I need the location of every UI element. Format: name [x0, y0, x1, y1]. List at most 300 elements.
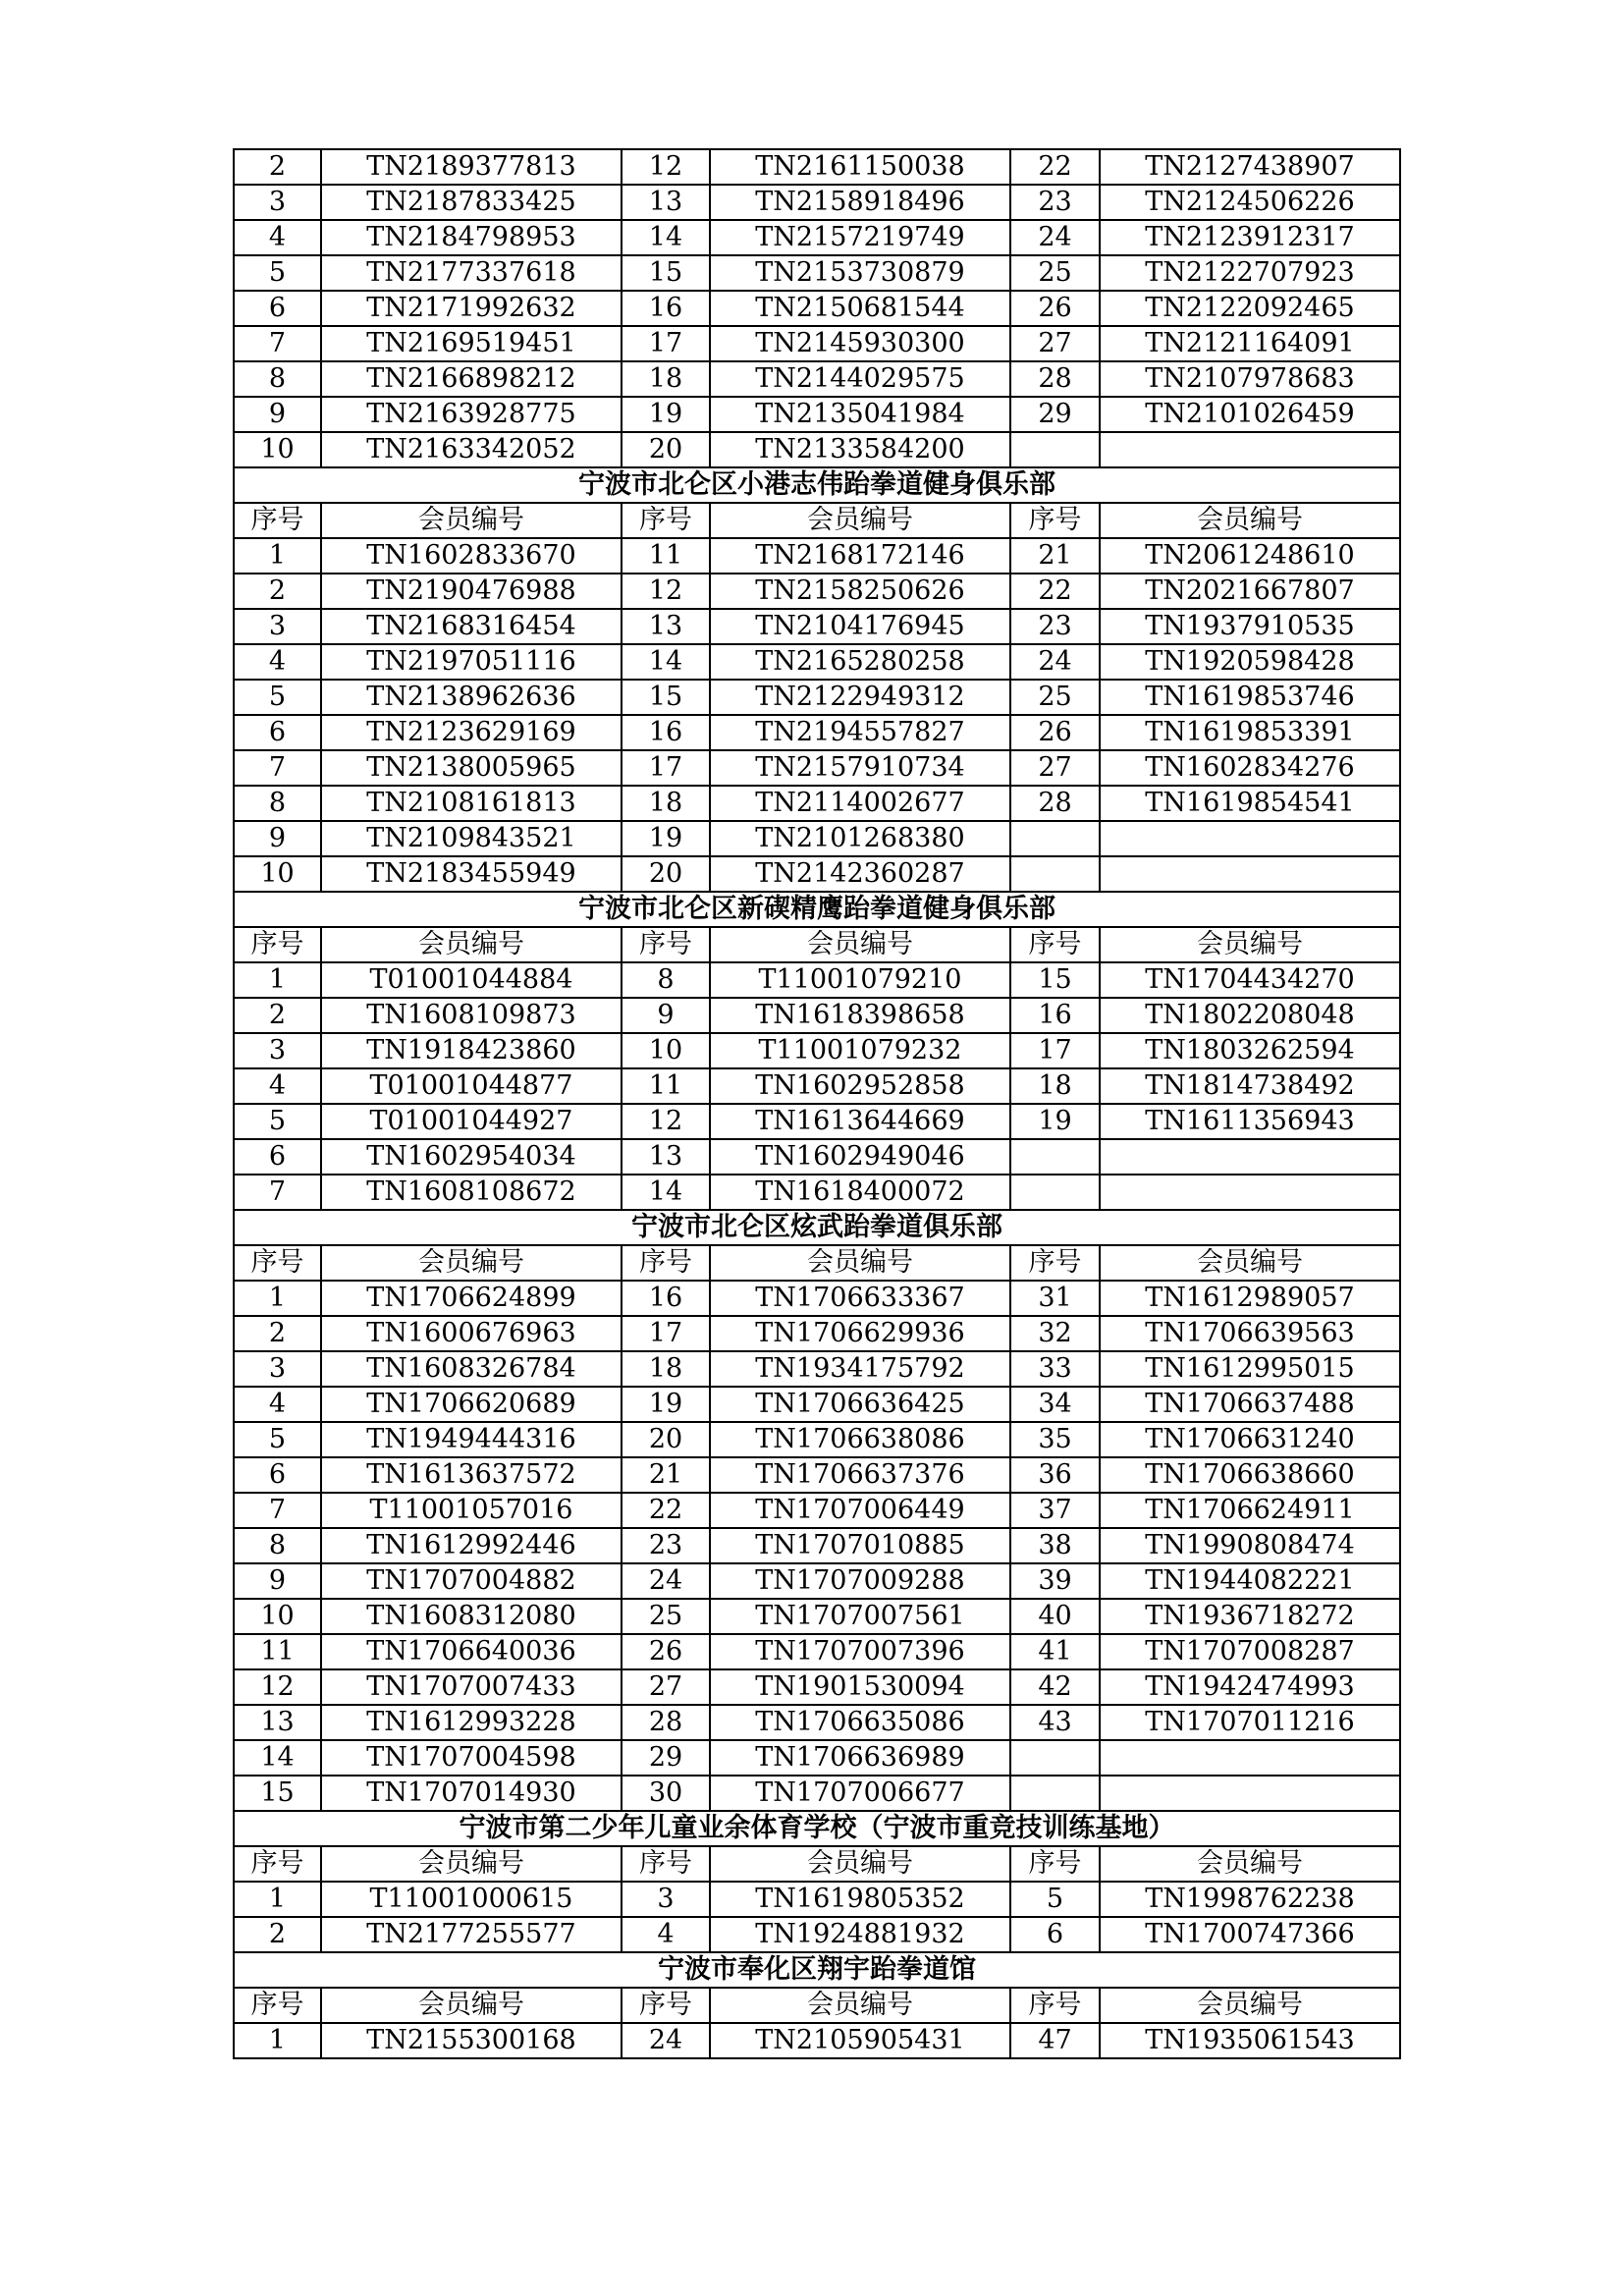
member-id-cell [1100, 1740, 1400, 1776]
header-member-id: 会员编号 [1100, 927, 1400, 962]
seq-cell: 22 [622, 1493, 710, 1528]
seq-cell [1010, 1740, 1100, 1776]
seq-cell: 5 [1010, 1882, 1100, 1917]
member-id-cell: TN2197051116 [321, 644, 622, 680]
seq-cell: 39 [1010, 1563, 1100, 1599]
member-id-cell: TN1707008287 [1100, 1634, 1400, 1669]
table-row [234, 2023, 1400, 2058]
seq-cell: 11 [622, 538, 710, 574]
member-id-cell: TN2184798953 [321, 220, 622, 255]
seq-cell: 4 [234, 1068, 321, 1104]
seq-cell: 35 [1010, 1422, 1100, 1457]
table-row [234, 644, 1400, 680]
member-id-cell: TN1618400072 [710, 1175, 1010, 1210]
member-id-cell: TN1619853746 [1100, 680, 1400, 715]
member-id-cell: TN1814738492 [1100, 1068, 1400, 1104]
member-id-cell: TN1706637488 [1100, 1387, 1400, 1422]
seq-cell: 27 [1010, 326, 1100, 361]
member-id-cell: TN1935061543 [1100, 2023, 1400, 2058]
member-id-cell: TN1612989057 [1100, 1281, 1400, 1316]
table-row [234, 1104, 1400, 1139]
seq-cell: 21 [1010, 538, 1100, 574]
header-seq: 序号 [1010, 1988, 1100, 2023]
member-id-cell: TN1706636989 [710, 1740, 1010, 1776]
member-id-cell [1100, 1175, 1400, 1210]
seq-cell: 8 [234, 786, 321, 821]
seq-cell: 3 [234, 185, 321, 220]
seq-cell: 10 [622, 1033, 710, 1068]
seq-cell: 25 [1010, 255, 1100, 291]
header-member-id: 会员编号 [710, 1245, 1010, 1281]
seq-cell: 18 [622, 361, 710, 397]
column-header-row [234, 1846, 1400, 1882]
table-row [234, 574, 1400, 609]
seq-cell: 28 [1010, 361, 1100, 397]
column-header-row [234, 927, 1400, 962]
header-member-id: 会员编号 [321, 1245, 622, 1281]
seq-cell: 28 [622, 1705, 710, 1740]
header-member-id: 会员编号 [1100, 1846, 1400, 1882]
member-id-cell: TN1942474993 [1100, 1669, 1400, 1705]
member-id-cell: TN1602952858 [710, 1068, 1010, 1104]
header-seq: 序号 [622, 1846, 710, 1882]
member-id-cell: TN2150681544 [710, 291, 1010, 326]
table-row [234, 856, 1400, 892]
member-id-cell: TN1706637376 [710, 1457, 1010, 1493]
seq-cell: 28 [1010, 786, 1100, 821]
member-id-cell: TN2194557827 [710, 715, 1010, 750]
table-row [234, 1316, 1400, 1351]
member-id-cell [1100, 821, 1400, 856]
seq-cell: 19 [1010, 1104, 1100, 1139]
seq-cell: 25 [1010, 680, 1100, 715]
club-name: 宁波市第二少年儿童业余体育学校（宁波市重竞技训练基地） [234, 1811, 1400, 1846]
seq-cell: 6 [234, 291, 321, 326]
seq-cell: 1 [234, 1882, 321, 1917]
member-id-cell: TN1706633367 [710, 1281, 1010, 1316]
seq-cell: 15 [1010, 962, 1100, 998]
table-row [234, 291, 1400, 326]
member-id-cell: TN1707006449 [710, 1493, 1010, 1528]
seq-cell: 22 [1010, 574, 1100, 609]
member-id-cell: TN1924881932 [710, 1917, 1010, 1952]
member-id-cell: TN1704434270 [1100, 962, 1400, 998]
member-id-cell: TN1619805352 [710, 1882, 1010, 1917]
member-id-cell: TN2153730879 [710, 255, 1010, 291]
member-id-cell: TN1619854541 [1100, 786, 1400, 821]
seq-cell: 29 [622, 1740, 710, 1776]
member-id-cell: TN1707014930 [321, 1776, 622, 1811]
seq-cell: 4 [234, 1387, 321, 1422]
member-id-cell: TN2163928775 [321, 397, 622, 432]
seq-cell: 9 [234, 397, 321, 432]
seq-cell: 7 [234, 750, 321, 786]
seq-cell: 26 [1010, 291, 1100, 326]
seq-cell: 14 [234, 1740, 321, 1776]
header-seq: 序号 [234, 1988, 321, 2023]
member-id-cell: TN1618398658 [710, 998, 1010, 1033]
club-name: 宁波市北仑区炫武跆拳道俱乐部 [234, 1210, 1400, 1245]
member-id-cell: TN1706638086 [710, 1422, 1010, 1457]
member-id-cell: TN2190476988 [321, 574, 622, 609]
seq-cell: 26 [622, 1634, 710, 1669]
member-id-cell: TN2101268380 [710, 821, 1010, 856]
header-seq: 序号 [1010, 1846, 1100, 1882]
member-id-cell: TN2123912317 [1100, 220, 1400, 255]
member-id-cell: TN1612992446 [321, 1528, 622, 1563]
member-id-cell: T01001044877 [321, 1068, 622, 1104]
seq-cell: 5 [234, 255, 321, 291]
member-id-cell: TN1613644669 [710, 1104, 1010, 1139]
member-id-cell: TN2061248610 [1100, 538, 1400, 574]
seq-cell: 20 [622, 1422, 710, 1457]
member-id-cell: TN1608108672 [321, 1175, 622, 1210]
member-id-cell: TN2138962636 [321, 680, 622, 715]
seq-cell: 1 [234, 1281, 321, 1316]
header-seq: 序号 [622, 927, 710, 962]
member-id-cell: TN1602833670 [321, 538, 622, 574]
member-id-cell [1100, 856, 1400, 892]
column-header-row [234, 503, 1400, 538]
seq-cell: 17 [622, 326, 710, 361]
section-title-row [234, 1811, 1400, 1846]
table-row [234, 185, 1400, 220]
seq-cell: 8 [622, 962, 710, 998]
member-id-cell: TN1700747366 [1100, 1917, 1400, 1952]
seq-cell: 13 [234, 1705, 321, 1740]
seq-cell [1010, 1175, 1100, 1210]
table-row [234, 1033, 1400, 1068]
seq-cell: 2 [234, 1316, 321, 1351]
header-seq: 序号 [234, 1245, 321, 1281]
seq-cell: 24 [622, 1563, 710, 1599]
table-row [234, 1068, 1400, 1104]
seq-cell: 2 [234, 149, 321, 185]
table-row [234, 397, 1400, 432]
member-id-cell: T11001079232 [710, 1033, 1010, 1068]
table-row [234, 750, 1400, 786]
member-id-cell: TN2142360287 [710, 856, 1010, 892]
member-id-cell: TN1706629936 [710, 1316, 1010, 1351]
seq-cell: 16 [622, 715, 710, 750]
table-row [234, 1563, 1400, 1599]
member-id-cell: TN2021667807 [1100, 574, 1400, 609]
table-row [234, 962, 1400, 998]
member-id-cell: TN1944082221 [1100, 1563, 1400, 1599]
table-row [234, 361, 1400, 397]
table-row [234, 998, 1400, 1033]
column-header-row [234, 1988, 1400, 2023]
table-row [234, 1669, 1400, 1705]
table-row [234, 1599, 1400, 1634]
member-id-cell: TN2158250626 [710, 574, 1010, 609]
member-id-cell: TN2169519451 [321, 326, 622, 361]
seq-cell: 2 [234, 574, 321, 609]
member-id-cell: TN2144029575 [710, 361, 1010, 397]
seq-cell: 22 [1010, 149, 1100, 185]
seq-cell: 1 [234, 962, 321, 998]
table-row [234, 1387, 1400, 1422]
member-id-cell: TN1706636425 [710, 1387, 1010, 1422]
seq-cell: 24 [1010, 220, 1100, 255]
seq-cell: 18 [622, 1351, 710, 1387]
member-id-cell: TN2168316454 [321, 609, 622, 644]
seq-cell: 43 [1010, 1705, 1100, 1740]
table-row [234, 1457, 1400, 1493]
member-id-cell: TN2101026459 [1100, 397, 1400, 432]
seq-cell: 14 [622, 644, 710, 680]
seq-cell: 10 [234, 1599, 321, 1634]
header-member-id: 会员编号 [710, 1988, 1010, 2023]
seq-cell: 23 [1010, 609, 1100, 644]
header-member-id: 会员编号 [1100, 503, 1400, 538]
member-id-cell: T01001044927 [321, 1104, 622, 1139]
header-member-id: 会员编号 [321, 927, 622, 962]
seq-cell: 17 [1010, 1033, 1100, 1068]
member-id-cell: TN2107978683 [1100, 361, 1400, 397]
seq-cell: 34 [1010, 1387, 1100, 1422]
header-member-id: 会员编号 [1100, 1988, 1400, 2023]
seq-cell [1010, 1139, 1100, 1175]
member-id-cell: TN1608312080 [321, 1599, 622, 1634]
member-id-cell: TN2122092465 [1100, 291, 1400, 326]
member-id-cell: TN2145930300 [710, 326, 1010, 361]
table-row [234, 255, 1400, 291]
member-id-cell: TN1990808474 [1100, 1528, 1400, 1563]
club-name: 宁波市北仑区新碶精鹰跆拳道健身俱乐部 [234, 892, 1400, 927]
seq-cell: 8 [234, 361, 321, 397]
member-id-cell: TN2114002677 [710, 786, 1010, 821]
member-id-cell: T11001057016 [321, 1493, 622, 1528]
seq-cell: 23 [1010, 185, 1100, 220]
roster-document [233, 148, 1399, 2059]
table-row [234, 1882, 1400, 1917]
seq-cell: 9 [234, 821, 321, 856]
header-seq: 序号 [1010, 503, 1100, 538]
header-member-id: 会员编号 [321, 1988, 622, 2023]
table-row [234, 1139, 1400, 1175]
seq-cell: 24 [622, 2023, 710, 2058]
table-row [234, 1634, 1400, 1669]
header-member-id: 会员编号 [1100, 1245, 1400, 1281]
member-id-cell: TN1706638660 [1100, 1457, 1400, 1493]
header-seq: 序号 [622, 503, 710, 538]
member-id-cell: TN2157219749 [710, 220, 1010, 255]
member-id-cell: TN1613637572 [321, 1457, 622, 1493]
member-id-cell: TN1600676963 [321, 1316, 622, 1351]
member-id-cell: TN2108161813 [321, 786, 622, 821]
member-id-cell: TN2171992632 [321, 291, 622, 326]
member-id-cell: TN1706620689 [321, 1387, 622, 1422]
member-id-cell: TN1611356943 [1100, 1104, 1400, 1139]
seq-cell: 20 [622, 432, 710, 467]
seq-cell: 6 [1010, 1917, 1100, 1952]
member-id-cell: TN1901530094 [710, 1669, 1010, 1705]
seq-cell: 11 [234, 1634, 321, 1669]
member-id-cell: TN1619853391 [1100, 715, 1400, 750]
member-id-cell: TN1707007396 [710, 1634, 1010, 1669]
member-id-cell: T11001079210 [710, 962, 1010, 998]
header-member-id: 会员编号 [710, 927, 1010, 962]
table-row [234, 1776, 1400, 1811]
seq-cell: 27 [622, 1669, 710, 1705]
table-row [234, 821, 1400, 856]
seq-cell: 7 [234, 326, 321, 361]
seq-cell: 15 [622, 680, 710, 715]
member-id-cell: TN1707004882 [321, 1563, 622, 1599]
seq-cell: 19 [622, 1387, 710, 1422]
seq-cell: 16 [622, 291, 710, 326]
table-row [234, 1351, 1400, 1387]
seq-cell: 3 [622, 1882, 710, 1917]
member-id-cell: TN1612995015 [1100, 1351, 1400, 1387]
seq-cell: 11 [622, 1068, 710, 1104]
member-id-cell: TN2177337618 [321, 255, 622, 291]
seq-cell: 12 [622, 1104, 710, 1139]
member-id-cell: TN1706624899 [321, 1281, 622, 1316]
seq-cell: 4 [234, 644, 321, 680]
member-id-cell: TN2122707923 [1100, 255, 1400, 291]
seq-cell: 13 [622, 185, 710, 220]
member-id-cell: TN1803262594 [1100, 1033, 1400, 1068]
header-seq: 序号 [234, 503, 321, 538]
member-id-cell: TN1706635086 [710, 1705, 1010, 1740]
seq-cell: 6 [234, 1457, 321, 1493]
table-row [234, 1281, 1400, 1316]
seq-cell: 37 [1010, 1493, 1100, 1528]
member-id-cell: TN2177255577 [321, 1917, 622, 1952]
seq-cell: 24 [1010, 644, 1100, 680]
header-seq: 序号 [234, 927, 321, 962]
seq-cell: 18 [1010, 1068, 1100, 1104]
member-id-cell: TN1612993228 [321, 1705, 622, 1740]
table-row [234, 326, 1400, 361]
seq-cell: 2 [234, 998, 321, 1033]
seq-cell [1010, 821, 1100, 856]
member-id-cell [1100, 432, 1400, 467]
header-member-id: 会员编号 [710, 503, 1010, 538]
seq-cell [1010, 432, 1100, 467]
member-id-cell: TN1934175792 [710, 1351, 1010, 1387]
club-name: 宁波市北仑区小港志伟跆拳道健身俱乐部 [234, 467, 1400, 503]
member-id-cell: TN1707007433 [321, 1669, 622, 1705]
seq-cell: 33 [1010, 1351, 1100, 1387]
member-id-cell: TN1706631240 [1100, 1422, 1400, 1457]
seq-cell: 1 [234, 538, 321, 574]
member-id-cell: TN2133584200 [710, 432, 1010, 467]
seq-cell: 42 [1010, 1669, 1100, 1705]
table-row [234, 1175, 1400, 1210]
seq-cell: 5 [234, 680, 321, 715]
seq-cell: 12 [622, 149, 710, 185]
seq-cell: 10 [234, 432, 321, 467]
member-id-cell: TN2161150038 [710, 149, 1010, 185]
seq-cell: 5 [234, 1104, 321, 1139]
column-header-row [234, 1245, 1400, 1281]
member-id-cell: TN1949444316 [321, 1422, 622, 1457]
seq-cell: 17 [622, 750, 710, 786]
member-id-cell: TN1802208048 [1100, 998, 1400, 1033]
table-row [234, 1422, 1400, 1457]
seq-cell: 1 [234, 2023, 321, 2058]
table-row [234, 1740, 1400, 1776]
seq-cell: 25 [622, 1599, 710, 1634]
member-id-cell: TN2121164091 [1100, 326, 1400, 361]
seq-cell: 20 [622, 856, 710, 892]
seq-cell: 38 [1010, 1528, 1100, 1563]
seq-cell: 29 [1010, 397, 1100, 432]
seq-cell: 16 [622, 1281, 710, 1316]
member-id-cell: TN2135041984 [710, 397, 1010, 432]
seq-cell: 30 [622, 1776, 710, 1811]
seq-cell: 32 [1010, 1316, 1100, 1351]
seq-cell: 16 [1010, 998, 1100, 1033]
header-seq: 序号 [1010, 927, 1100, 962]
member-id-cell: TN1707010885 [710, 1528, 1010, 1563]
table-row [234, 1493, 1400, 1528]
member-id-cell: TN1608109873 [321, 998, 622, 1033]
seq-cell: 13 [622, 1139, 710, 1175]
header-member-id: 会员编号 [710, 1846, 1010, 1882]
member-id-cell: TN2183455949 [321, 856, 622, 892]
seq-cell: 3 [234, 1351, 321, 1387]
seq-cell: 19 [622, 397, 710, 432]
member-id-cell: TN2124506226 [1100, 185, 1400, 220]
member-id-cell: TN1706640036 [321, 1634, 622, 1669]
member-id-cell: TN1937910535 [1100, 609, 1400, 644]
seq-cell: 6 [234, 715, 321, 750]
seq-cell: 26 [1010, 715, 1100, 750]
member-id-cell: TN2105905431 [710, 2023, 1010, 2058]
seq-cell: 7 [234, 1493, 321, 1528]
seq-cell: 12 [234, 1669, 321, 1705]
roster-body [234, 149, 1400, 2058]
seq-cell: 8 [234, 1528, 321, 1563]
member-id-cell: TN2127438907 [1100, 149, 1400, 185]
member-id-cell: TN1706639563 [1100, 1316, 1400, 1351]
member-id-cell: TN1608326784 [321, 1351, 622, 1387]
header-seq: 序号 [622, 1988, 710, 2023]
member-id-cell [1100, 1776, 1400, 1811]
member-id-cell: TN1707006677 [710, 1776, 1010, 1811]
member-id-cell: TN1706624911 [1100, 1493, 1400, 1528]
member-id-cell: TN2166898212 [321, 361, 622, 397]
seq-cell: 13 [622, 609, 710, 644]
section-title-row [234, 1952, 1400, 1988]
member-id-cell: TN2157910734 [710, 750, 1010, 786]
member-id-cell: TN1707009288 [710, 1563, 1010, 1599]
member-id-cell: TN1707007561 [710, 1599, 1010, 1634]
seq-cell: 10 [234, 856, 321, 892]
seq-cell: 17 [622, 1316, 710, 1351]
seq-cell: 15 [234, 1776, 321, 1811]
seq-cell: 7 [234, 1175, 321, 1210]
member-id-cell: TN2122949312 [710, 680, 1010, 715]
seq-cell [1010, 1776, 1100, 1811]
member-id-cell: TN1707004598 [321, 1740, 622, 1776]
table-row [234, 1917, 1400, 1952]
seq-cell: 14 [622, 1175, 710, 1210]
table-row [234, 680, 1400, 715]
seq-cell: 6 [234, 1139, 321, 1175]
seq-cell: 2 [234, 1917, 321, 1952]
seq-cell: 27 [1010, 750, 1100, 786]
member-id-cell: TN2189377813 [321, 149, 622, 185]
table-row [234, 432, 1400, 467]
seq-cell: 31 [1010, 1281, 1100, 1316]
section-title-row [234, 892, 1400, 927]
seq-cell: 9 [234, 1563, 321, 1599]
